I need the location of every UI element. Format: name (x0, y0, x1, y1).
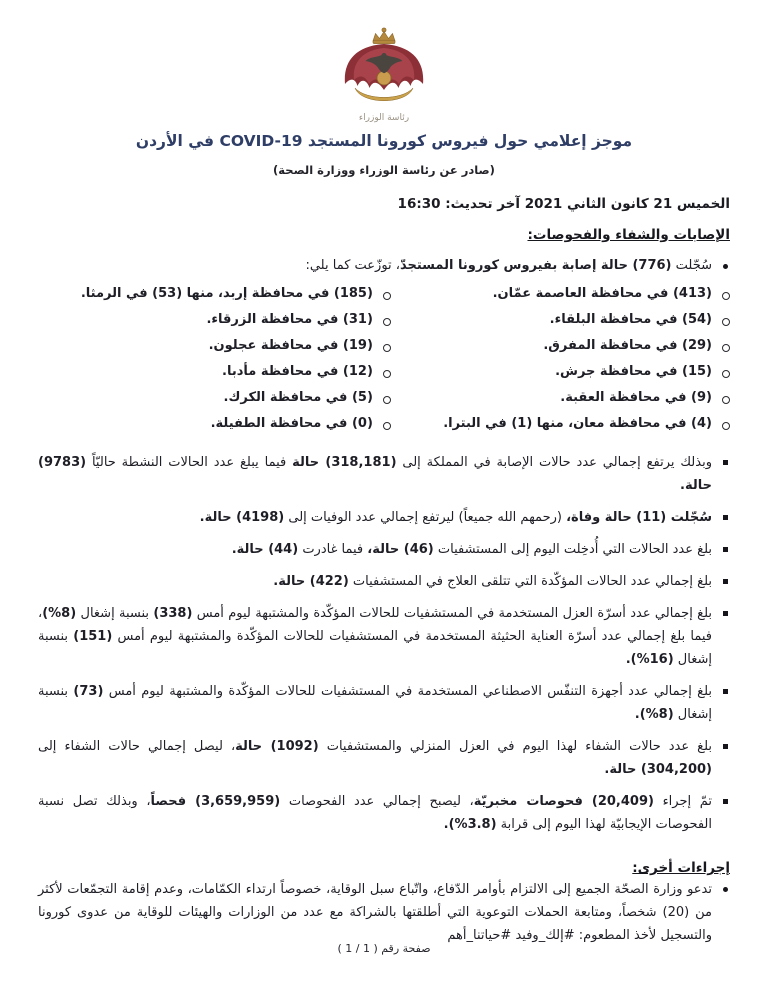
round-bullet-icon (723, 264, 728, 269)
jordan-coat-of-arms-icon (334, 26, 434, 108)
bullet-text: بلغ إجمالي عدد الحالات المؤكّدة التي تتلقى العلاج في المستشفيات (422) حالة. (273, 574, 712, 589)
list-item (38, 878, 730, 947)
bullet-text: بلغ عدد حالات الشفاء لهذا اليوم في العزل المنزلي والمستشفيات (1092) حالة، ليصل إجمالي حالات الشفاء إلى (304,200) حالة. (38, 739, 712, 777)
hollow-circle-bullet-icon (383, 396, 391, 404)
list-item (38, 337, 391, 363)
hollow-circle-bullet-icon (383, 344, 391, 352)
square-bullet-icon (723, 799, 728, 804)
list-item (38, 451, 730, 497)
list-item (391, 363, 730, 389)
square-bullet-icon (723, 611, 728, 616)
bullet-text: بلغ عدد الحالات التي أُدخِلت اليوم إلى المستشفيات (46) حالة، فيما غادرت (44) حالة. (231, 542, 712, 557)
list-item (38, 680, 730, 726)
list-item (391, 311, 730, 337)
logo-caption: رئاسة الوزراء (358, 113, 410, 123)
governorate-column-left (38, 285, 391, 441)
governorate-text: (5) في محافظة الكرك. (223, 390, 373, 405)
intro-text: سُجّلت (776) حالة إصابة بفيروس كورونا المستجدّ، توزّعت كما يلي: (305, 258, 712, 273)
governorate-text: (4) في محافظة معان، منها (1) في البترا. (443, 416, 712, 431)
list-item (391, 285, 730, 311)
governorate-text: (15) في محافظة جرش. (555, 364, 712, 379)
governorate-text: (31) في محافظة الزرقاء. (206, 312, 373, 327)
hollow-circle-bullet-icon (383, 318, 391, 326)
square-bullet-icon (723, 460, 728, 465)
governorate-text: (185) في محافظة إربد، منها (53) في الرمثا. (80, 286, 373, 301)
list-item (38, 285, 391, 311)
list-item (38, 506, 730, 529)
list-item (38, 790, 730, 836)
round-bullet-icon (723, 887, 728, 892)
list-item (38, 311, 391, 337)
list-item (391, 337, 730, 363)
governorate-column-right (391, 285, 730, 441)
governorate-text: (29) في محافظة المفرق. (543, 338, 712, 353)
governorate-text: (9) في محافظة العقبة. (560, 390, 712, 405)
square-bullet-icon (723, 515, 728, 520)
date-line: الخميس 21 كانون الثاني 2021 آخر تحديث: 16:30 (397, 196, 730, 212)
governorate-text: (0) في محافظة الطفيلة. (210, 416, 373, 431)
hollow-circle-bullet-icon (722, 318, 730, 326)
bullet-text: تدعو وزارة الصحّة الجميع إلى الالتزام بأوامر الدّفاع، واتّباع سبل الوقاية، خصوصاً ارتداء الكمّامات، وعدم إقامة التجمّعات لأكثر من (20) شخصاً، ومتابعة الحملات التوعوية التي أطلقتها بالشراكة مع عدد من الوزارات والهيئات للوقاية من عدوى كورونا والتسجيل لأخذ المطعوم: #إلك_وفيد #حياتنا_أهم (38, 882, 712, 943)
hollow-circle-bullet-icon (722, 292, 730, 300)
governorate-text: (413) في محافظة العاصمة عمّان. (492, 286, 712, 301)
bullet-text: وبذلك يرتفع إجمالي عدد حالات الإصابة في المملكة إلى (318,181) حالة فيما يبلغ عدد الحالات النشطة حاليّاً (9783) حالة. (38, 455, 712, 493)
hollow-circle-bullet-icon (383, 370, 391, 378)
hollow-circle-bullet-icon (722, 396, 730, 404)
bullet-text: سُجّلت (11) حالة وفاة، (رحمهم الله جميعاً) ليرتفع إجمالي عدد الوفيات إلى (4198) حالة. (199, 510, 712, 525)
governorate-text: (54) في محافظة البلقاء. (549, 312, 712, 327)
hollow-circle-bullet-icon (722, 370, 730, 378)
list-item (38, 538, 730, 561)
square-bullet-icon (723, 689, 728, 694)
document-header (38, 26, 730, 177)
actions-bullet-list (38, 878, 730, 947)
list-item (38, 602, 730, 671)
hollow-circle-bullet-icon (383, 292, 391, 300)
bullet-text: بلغ إجمالي عدد أسرّة العزل المستخدمة في المستشفيات للحالات المؤكّدة والمشتبهة ليوم أمس (338) بنسبة إشغال (8%)، فيما بلغ إجمالي عدد أسرّة العناية الحثيثة المستخدمة في المستشفيات للحالات المؤكّدة والمشتبهة ليوم أمس (151) بنسبة إشغال (16%). (38, 606, 712, 667)
list-item (391, 389, 730, 415)
list-item (38, 389, 391, 415)
page-subtitle: (صادر عن رئاسة الوزراء ووزارة الصحة) (273, 163, 495, 177)
governorate-text: (19) في محافظة عجلون. (208, 338, 373, 353)
section-heading-stats: الإصابات والشفاء والفحوصات: (527, 227, 730, 243)
page-number: صفحة رقم ( 1 / 1 ) (337, 942, 431, 955)
list-item (391, 415, 730, 441)
list-item (38, 735, 730, 781)
list-item (38, 570, 730, 593)
section-heading-actions: إجراءات أخرى: (632, 860, 730, 876)
list-item (38, 415, 391, 441)
square-bullet-icon (723, 579, 728, 584)
hollow-circle-bullet-icon (722, 344, 730, 352)
intro-bullet (38, 255, 730, 277)
governorate-text: (12) في محافظة مأدبا. (222, 364, 373, 379)
governorate-columns (38, 285, 730, 441)
stats-bullet-list (38, 451, 730, 836)
square-bullet-icon (723, 547, 728, 552)
hollow-circle-bullet-icon (722, 422, 730, 430)
bullet-text: تمّ إجراء (20,409) فحوصات مخبريّة، ليصبح إجمالي عدد الفحوصات (3,659,959) فحصاً، وبذلك تصل نسبة الفحوصات الإيجابيّة لهذا اليوم إلى قرابة (3.8%). (38, 794, 712, 832)
hollow-circle-bullet-icon (383, 422, 391, 430)
square-bullet-icon (723, 744, 728, 749)
list-item (38, 363, 391, 389)
bullet-text: بلغ إجمالي عدد أجهزة التنفّس الاصطناعي المستخدمة في المستشفيات للحالات المؤكّدة والمشتبهة ليوم أمس (73) بنسبة إشغال (8%). (38, 684, 712, 722)
page-title: موجز إعلامي حول فيروس كورونا المستجد COVID-19 في الأردن (135, 132, 633, 150)
